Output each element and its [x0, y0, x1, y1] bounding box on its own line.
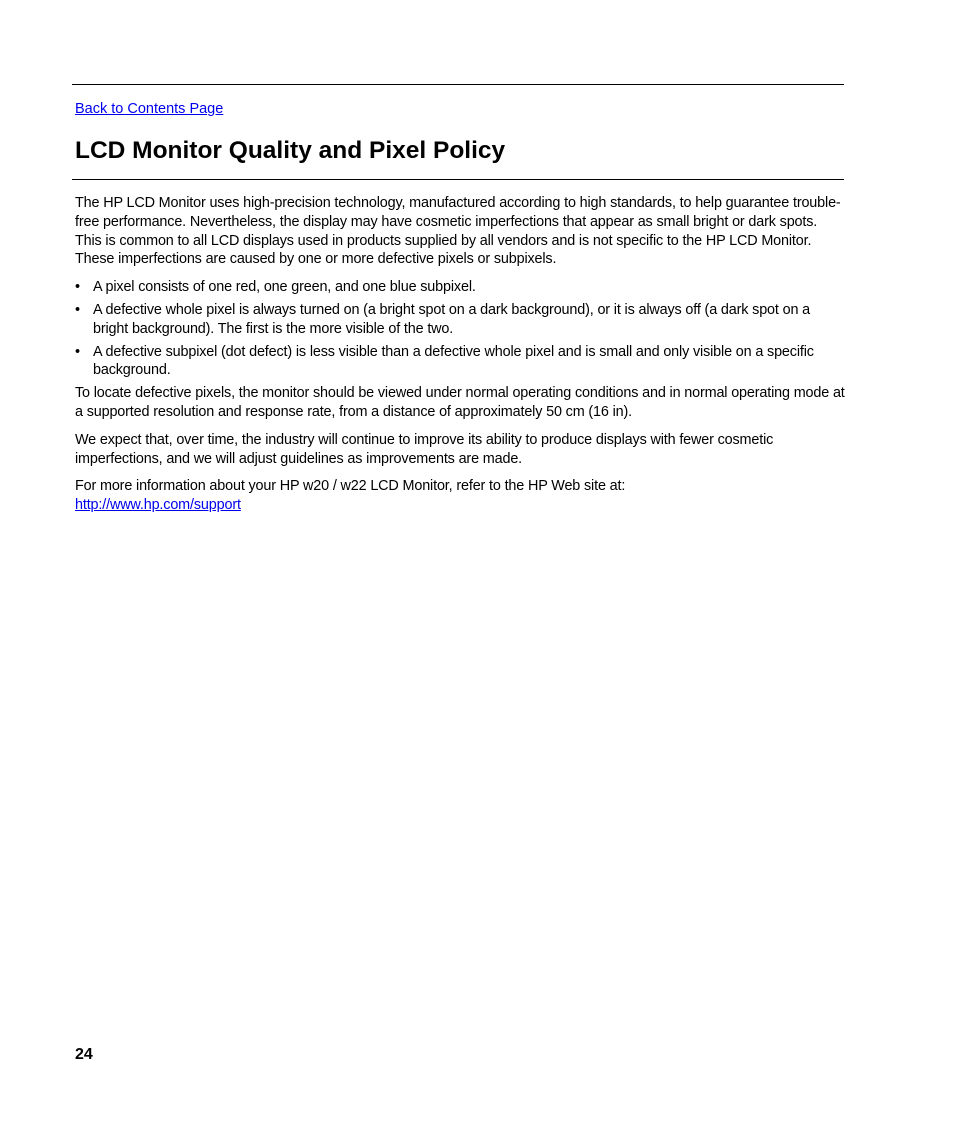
- list-item-text: A pixel consists of one red, one green, and one blue subpixel.: [93, 279, 476, 296]
- more-info-text: For more information about your HP w20 / w22 LCD Monitor, refer to the HP Web site at:: [75, 478, 626, 495]
- viewing-conditions-paragraph: To locate defective pixels, the monitor should be viewed under normal operating conditions and in normal operating mode at a supported resolution and response rate, from a distance of approximately 50 cm (16 in).: [75, 385, 845, 420]
- back-to-contents-link[interactable]: Back to Contents Page: [75, 101, 224, 117]
- page-number: 24: [75, 1046, 93, 1063]
- list-item-text: A defective subpixel (dot defect) is less visible than a defective whole pixel and is small and only visible on a specific background.: [93, 343, 814, 379]
- hp-support-link[interactable]: http://www.hp.com/support: [75, 497, 241, 514]
- top-divider: [72, 84, 844, 85]
- page-title: LCD Monitor Quality and Pixel Policy: [75, 137, 506, 164]
- title-divider: [72, 179, 844, 180]
- document-body: [75, 194, 845, 524]
- bullet-icon: •: [75, 279, 80, 296]
- intro-paragraph: The HP LCD Monitor uses high-precision technology, manufactured according to high standards, to help guarantee trouble-free performance. Nevertheless, the display may have cosmetic imperfections that appear as small bright or dark spots. This is common to all LCD displays used in products supplied by all vendors and is not specific to the HP LCD Monitor. These imperfections are caused by one or more defective pixels or subpixels.: [75, 195, 841, 268]
- pixel-facts-list: [75, 278, 845, 380]
- list-item: [75, 301, 845, 339]
- bullet-icon: •: [75, 301, 80, 318]
- bullet-icon: •: [75, 343, 80, 360]
- list-item-text: A defective whole pixel is always turned on (a bright spot on a dark background), or it is always off (a dark spot on a bright background). The first is the more visible of the two.: [93, 301, 811, 337]
- list-item: [75, 343, 845, 381]
- list-item: [75, 278, 845, 297]
- more-info-paragraph: [75, 477, 845, 515]
- industry-paragraph: We expect that, over time, the industry will continue to improve its ability to produce displays with fewer cosmetic imperfections, and we will adjust guidelines as improvements are made.: [75, 431, 774, 467]
